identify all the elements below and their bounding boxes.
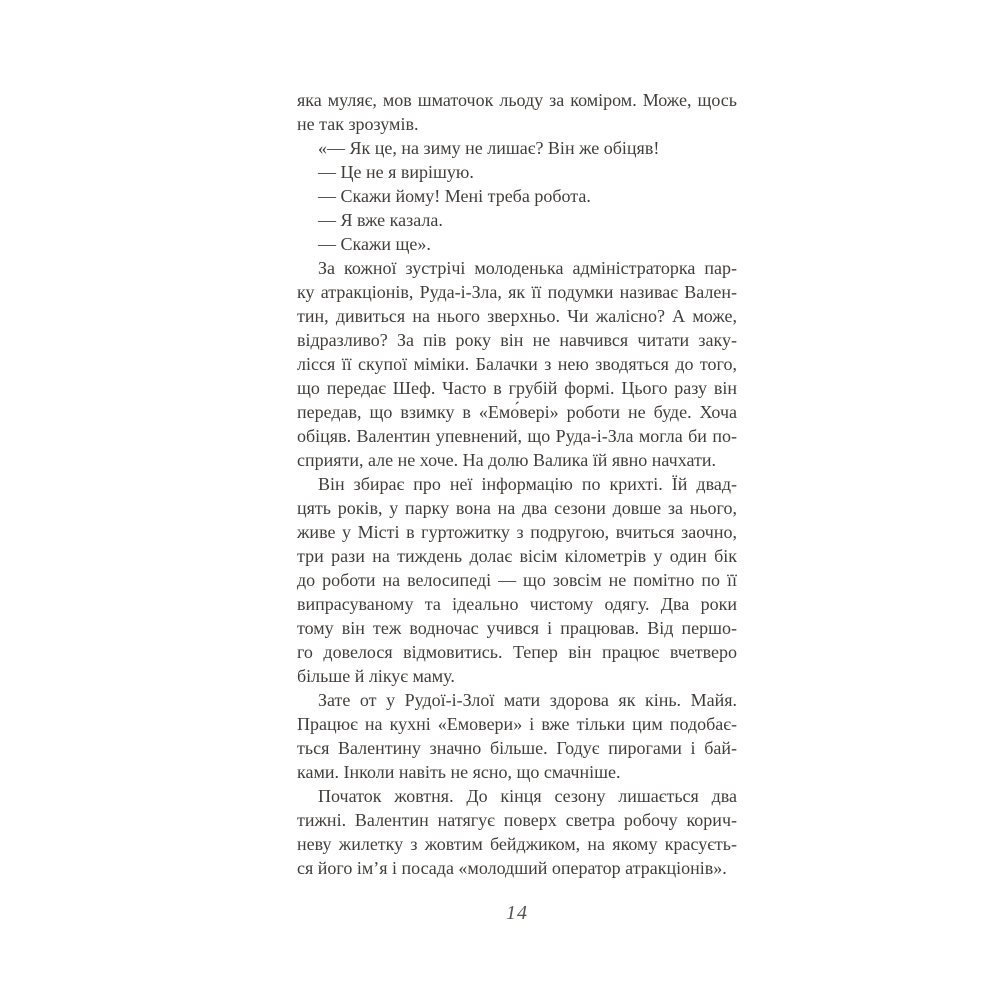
- text-line: ся його ім’я і посада «молодший оператор атракціонів».: [297, 858, 727, 878]
- text-line: тижні. Валентин натягує поверх светра робочу корич-: [297, 810, 737, 830]
- text-line: до роботи на велосипеді — що зовсім не помітно по її: [297, 570, 737, 590]
- text-line: цять років, у парку вона на два сезони довше за нього,: [297, 498, 737, 518]
- text-line: яка муляє, мов шматочок льоду за коміром. Може, щось: [297, 90, 737, 110]
- text-line: Зате от у Рудої-і-Злої мати здорова як кінь. Майя.: [318, 690, 737, 710]
- text-line: Він збирає про неї інформацію по крихті. Їй двад-: [318, 474, 737, 494]
- text-block: [297, 88, 737, 880]
- page-number: 14: [506, 902, 528, 924]
- text-line: три рази на тиждень долає вісім кілометрів у один бік: [297, 546, 737, 566]
- text-line: що передає Шеф. Часто в грубій формі. Цього разу він: [297, 378, 737, 398]
- text-line: Працює на кухні «Емовери» і вже тільки цим подобає-: [297, 714, 737, 734]
- text-line: тин, дивиться на нього зверхньо. Чи жалісно? А може,: [297, 306, 737, 326]
- text-line: випрасуваному та ідеально чистому одягу. Два роки: [297, 594, 737, 614]
- text-line: ку атракціонів, Руда-і-Зла, як її подумки називає Вален-: [297, 282, 737, 302]
- text-line: більше й лікує маму.: [297, 666, 455, 686]
- text-line: За кожної зустрічі молоденька адміністраторка пар-: [318, 258, 737, 278]
- text-line: ками. Інколи навіть не ясно, що смачніше.: [297, 762, 621, 782]
- text-line: сприяти, але не хоче. На долю Валика їй явно начхати.: [297, 450, 717, 470]
- text-line: — Це не я вирішую.: [318, 162, 474, 182]
- text-line: ться Валентину значно більше. Годує пирогами і бай-: [297, 738, 737, 758]
- text-line: тому він теж водночас учився і працював. Від першо-: [297, 618, 737, 638]
- text-line: передав, що взимку в «Емо́вері» роботи не буде. Хоча: [297, 402, 737, 422]
- text-line: не так зрозумів.: [297, 114, 419, 134]
- text-line: «— Як це, на зиму не лишає? Він же обіцяв!: [318, 138, 660, 158]
- text-line: — Скажи ще».: [318, 234, 431, 254]
- text-line: го довелося відмовитись. Тепер він працює вчетверо: [297, 642, 737, 662]
- text-line: неву жилетку з жовтим бейджиком, на якому красуєть-: [297, 834, 737, 854]
- text-line: — Скажи йому! Мені треба робота.: [318, 186, 591, 206]
- text-line: обіцяв. Валентин упевнений, що Руда-і-Зла могла би по-: [297, 426, 737, 446]
- text-line: лісся її скупої міміки. Балачки з нею зводяться до того,: [297, 354, 737, 374]
- text-line: — Я вже казала.: [318, 210, 443, 230]
- text-line: живе у Місті в гуртожитку з подругою, вчиться заочно,: [297, 522, 737, 542]
- text-line: Початок жовтня. До кінця сезону лишається два: [318, 786, 737, 806]
- text-line: відразливо? За пів року він не навчився читати заку-: [297, 330, 737, 350]
